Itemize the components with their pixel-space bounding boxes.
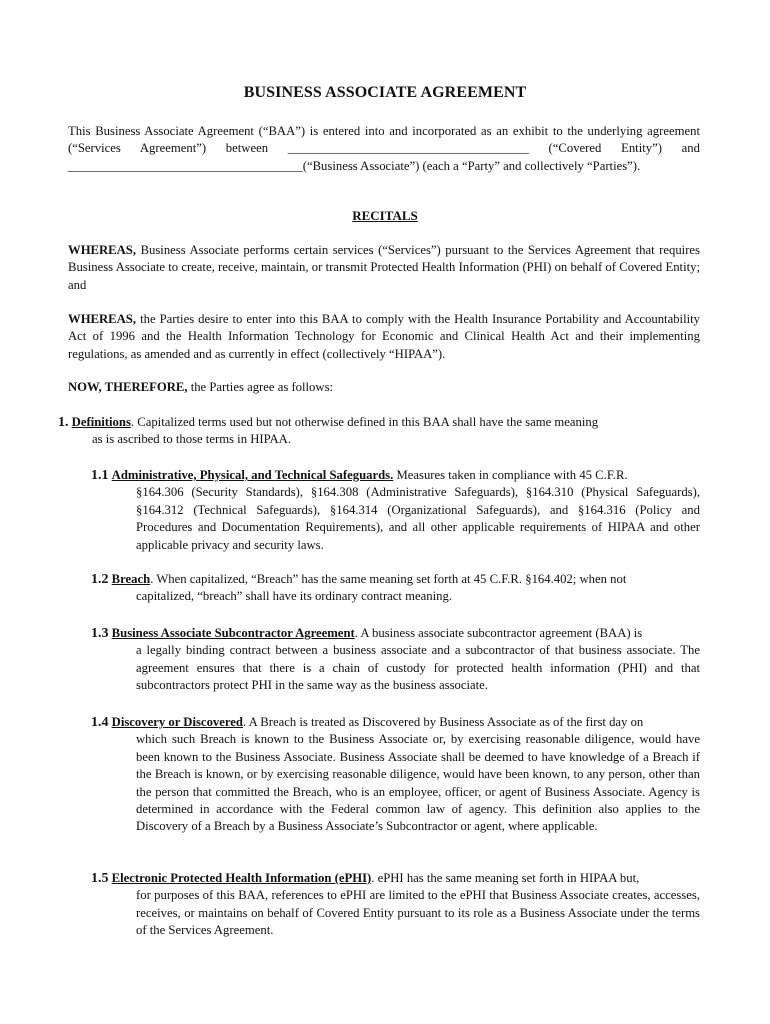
subsection-body: which such Breach is known to the Business Associate or, by exercising reasonable diligence, would have been known to the Business Associate. Business Associate shall be deemed to have knowledge of a Breach if the Breach is known, or by exercising reasonable diligence, would have been known, to any person, other than the person that committed the Breach, who is an employee, officer, or agent of Business Associate. Agency is determined in accordance with the Federal common law of agency. This definition also applies to the Discovery of a Breach by a Business Associate’s Subcontractor or agent, where applicable. <box>136 732 700 834</box>
page-title: BUSINESS ASSOCIATE AGREEMENT <box>243 84 527 101</box>
recitals-heading: RECITALS <box>352 208 418 223</box>
subsection-heading: Breach <box>111 572 151 586</box>
subsection-number: 1.2 <box>91 572 109 587</box>
whereas-lead: WHEREAS, <box>68 243 137 257</box>
now-therefore-paragraph <box>68 379 700 396</box>
subsection-heading: Discovery or Discovered <box>111 715 243 729</box>
subsection-number: 1.4 <box>91 715 109 730</box>
whereas-lead: WHEREAS, <box>68 312 137 326</box>
subsection-first-line <box>91 714 700 731</box>
subsection-heading: Business Associate Subcontractor Agreement <box>111 626 355 640</box>
subsection-body: §164.306 (Security Standards), §164.308 (Administrative Safeguards), §164.310 (Physical Safeguards), §164.312 (Technical Safeguards), §164.314 (Organizational Safeguards), and §164.316 (Policy and Procedures and Documentation Requirements), and all other applicable requirements of HIPAA and other applicable privacy and security laws. <box>136 485 700 552</box>
subsection-1-1 <box>91 467 700 554</box>
intro-paragraph: This Business Associate Agreement (“BAA”) is entered into and incorporated as an exhibit to the underlying agreement (“Services Agreement”) between ______________________________________ (“Covered Entity”) and _____________________________________(“Business Associate”) (each a “Party” and collectively “Parties”). <box>68 124 700 173</box>
whereas-text: the Parties desire to enter into this BAA to comply with the Health Insurance Portability and Accountability Act of 1996 and the Health Information Technology for Economic and Clinical Health Act and their implementing regulations, as amended and as currently in effect (collectively “HIPAA”). <box>68 312 700 361</box>
subsection-first-line <box>91 870 700 887</box>
subsection-body: capitalized, “breach” shall have its ordinary contract meaning. <box>136 589 452 604</box>
subsection-1-5 <box>91 870 700 940</box>
subsection-text: . ePHI has the same meaning set forth in HIPAA but, <box>371 871 640 885</box>
subsection-body: a legally binding contract between a business associate and a subcontractor of that business associate. The agreement ensures that there is a chain of custody for protected health information (PHI) and that subcontractors protect PHI in the same way as the business associate. <box>136 643 700 693</box>
now-therefore-lead: NOW, THEREFORE, <box>68 380 188 394</box>
whereas-paragraph-2 <box>68 311 700 363</box>
section-1-second-line: as is ascribed to those terms in HIPAA. <box>92 432 291 447</box>
whereas-text: Business Associate performs certain services (“Services”) pursuant to the Services Agreement that requires Business Associate to create, receive, maintain, or transmit Protected Health Information (PHI) on behalf of Covered Entity; and <box>68 243 700 292</box>
section-heading: Definitions <box>71 415 131 429</box>
subsection-text: . A business associate subcontractor agreement (BAA) is <box>354 626 643 640</box>
subsection-body: for purposes of this BAA, references to ePHI are limited to the ePHI that Business Associate creates, accesses, receives, or maintains on behalf of Covered Entity pursuant to its role as a Business Associate under the terms of the Services Agreement. <box>136 888 700 938</box>
subsection-first-line <box>91 467 700 484</box>
section-1-definitions <box>58 414 700 449</box>
subsection-1-2 <box>91 571 700 606</box>
now-therefore-text: the Parties agree as follows: <box>187 380 334 394</box>
section-number: 1. <box>58 415 69 430</box>
subsection-number: 1.3 <box>91 626 109 641</box>
subsection-1-4 <box>91 714 700 836</box>
section-1-first-line <box>58 414 700 431</box>
subsection-text: . When capitalized, “Breach” has the same meaning set forth at 45 C.F.R. §164.402; when not <box>150 572 627 586</box>
whereas-paragraph-1 <box>68 242 700 294</box>
subsection-text: Measures taken in compliance with 45 C.F.R. <box>393 468 628 482</box>
subsection-first-line <box>91 625 700 642</box>
subsection-text: . A Breach is treated as Discovered by Business Associate as of the first day on <box>242 715 644 729</box>
subsection-number: 1.1 <box>91 468 109 483</box>
subsection-heading: Electronic Protected Health Information (ePHI) <box>111 871 372 885</box>
subsection-1-3 <box>91 625 700 695</box>
section-text: . Capitalized terms used but not otherwise defined in this BAA shall have the same meaning <box>130 415 599 429</box>
subsection-first-line <box>91 571 700 588</box>
subsection-heading: Administrative, Physical, and Technical Safeguards. <box>111 468 394 482</box>
subsection-number: 1.5 <box>91 871 109 886</box>
